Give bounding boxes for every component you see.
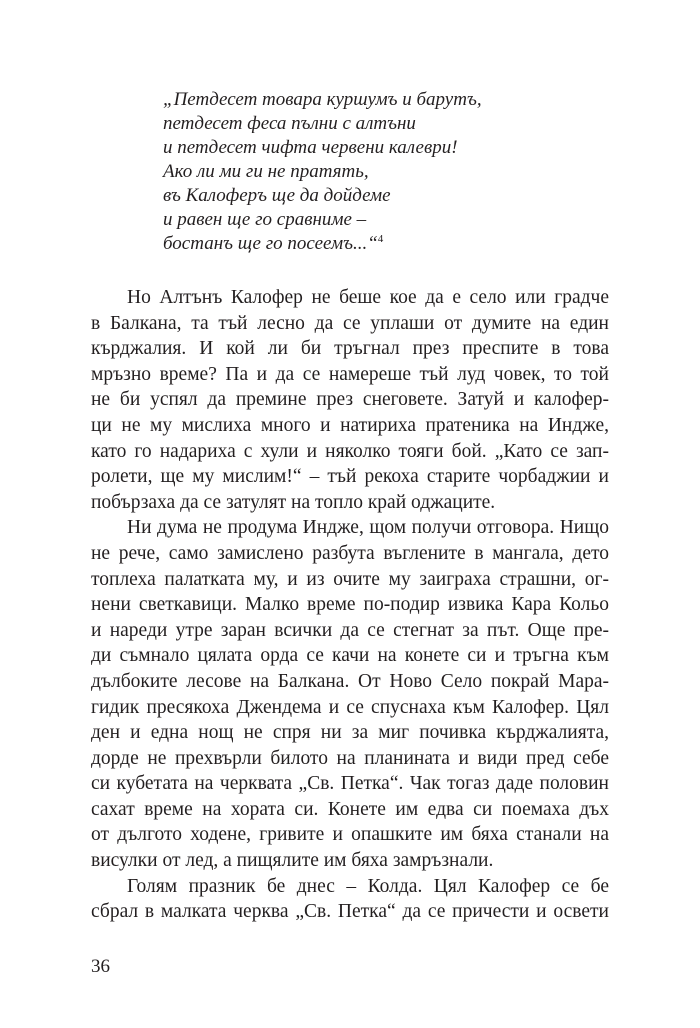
verse-line: и равен ще го сравниме – (163, 209, 367, 230)
footnote-mark: 4 (377, 233, 384, 245)
paragraph-line: кърджалия. И кой ли би тръгнал през преспите в това (91, 338, 609, 360)
paragraph-line: Голям празник бе днес – Колда. Цял Калофер се бе (127, 875, 609, 897)
paragraph-line: Ни дума не продума Индже, щом получи отговора. Нищо (127, 517, 609, 539)
paragraph-line: ролети, ще му мислим!“ – тъй рекоха старите чорбаджии и (91, 466, 609, 488)
verse-line: въ Калоферъ ще да дойдеме (163, 185, 391, 206)
paragraph-line: не би успял да премине през снеговете. Затуй и калофер- (91, 389, 609, 411)
paragraph-line: ди съмнало цялата орда се качи на конете си и тръгна към (91, 645, 609, 667)
page-number: 36 (91, 956, 110, 977)
verse-line: Ако ли ми ги не пратять, (163, 161, 369, 182)
verse-quote (163, 88, 583, 256)
paragraph-line: сбрал в малката черква „Св. Петка“ да се причести и освети (91, 901, 609, 923)
paragraph-line: Но Алтънъ Калофер не беше кое да е село или градче (127, 287, 609, 308)
verse-line-last (163, 232, 583, 256)
paragraph-line: висулки от лед, а пищялите им бяха замръзнали. (91, 850, 494, 872)
paragraph-line: като го надариха с хули и няколко тояги бой. „Като се зап- (91, 440, 609, 462)
paragraph-line: топлеха палатката му, и из очите му заиграха страшни, ог- (91, 568, 609, 590)
paragraph-line: дълбоките лесове на Балкана. От Ново Село покрай Мара- (91, 670, 609, 692)
paragraph-line: гидик пресякоха Джендема и се спуснаха към Калофер. Цял (91, 696, 609, 718)
paragraph-line: дорде не прехвърли билото на планината и види пред себе (91, 747, 609, 769)
paragraph-line: мръзно време? Па и да се намереше тъй луд човек, то той (91, 363, 609, 385)
paragraph-line: от дългото ходене, гривите и опашките им бяха станали на (91, 824, 609, 846)
verse-line: петдесет феса пълни с алтъни (163, 113, 416, 134)
verse-line: и петдесет чифта червени калеври! (163, 137, 458, 158)
paragraph-line: в Балкана, та тъй лесно да се уплаши от думите на един (91, 312, 609, 334)
paragraph-line: ден и една нощ не спря ни за миг почивка кърджалията, (91, 722, 609, 744)
body-text (91, 285, 609, 925)
paragraph-line: нени светкавици. Малко време по-подир извика Кара Кольо (91, 594, 609, 616)
paragraph-line: и нареди утре заран всички да се стегнат за път. Още пре- (91, 619, 609, 641)
paragraph-line: ци не му мислиха много и натириха пратеника на Индже, (91, 414, 609, 436)
paragraph-line: сахат време на хората си. Конете им едва си поемаха дъх (91, 798, 609, 820)
paragraph-line: не рече, само замислено разбута въглените в мангала, дето (91, 542, 609, 564)
paragraph-line: си кубетата на черквата „Св. Петка“. Чак тогаз даде половин (91, 773, 609, 795)
verse-line-text: бостанъ ще го посеемъ...“ (163, 233, 378, 254)
verse-line: „Петдесет товара куршумъ и барутъ, (163, 89, 482, 110)
paragraph-line: побързаха да се затулят на топло край оджаците. (91, 491, 496, 513)
